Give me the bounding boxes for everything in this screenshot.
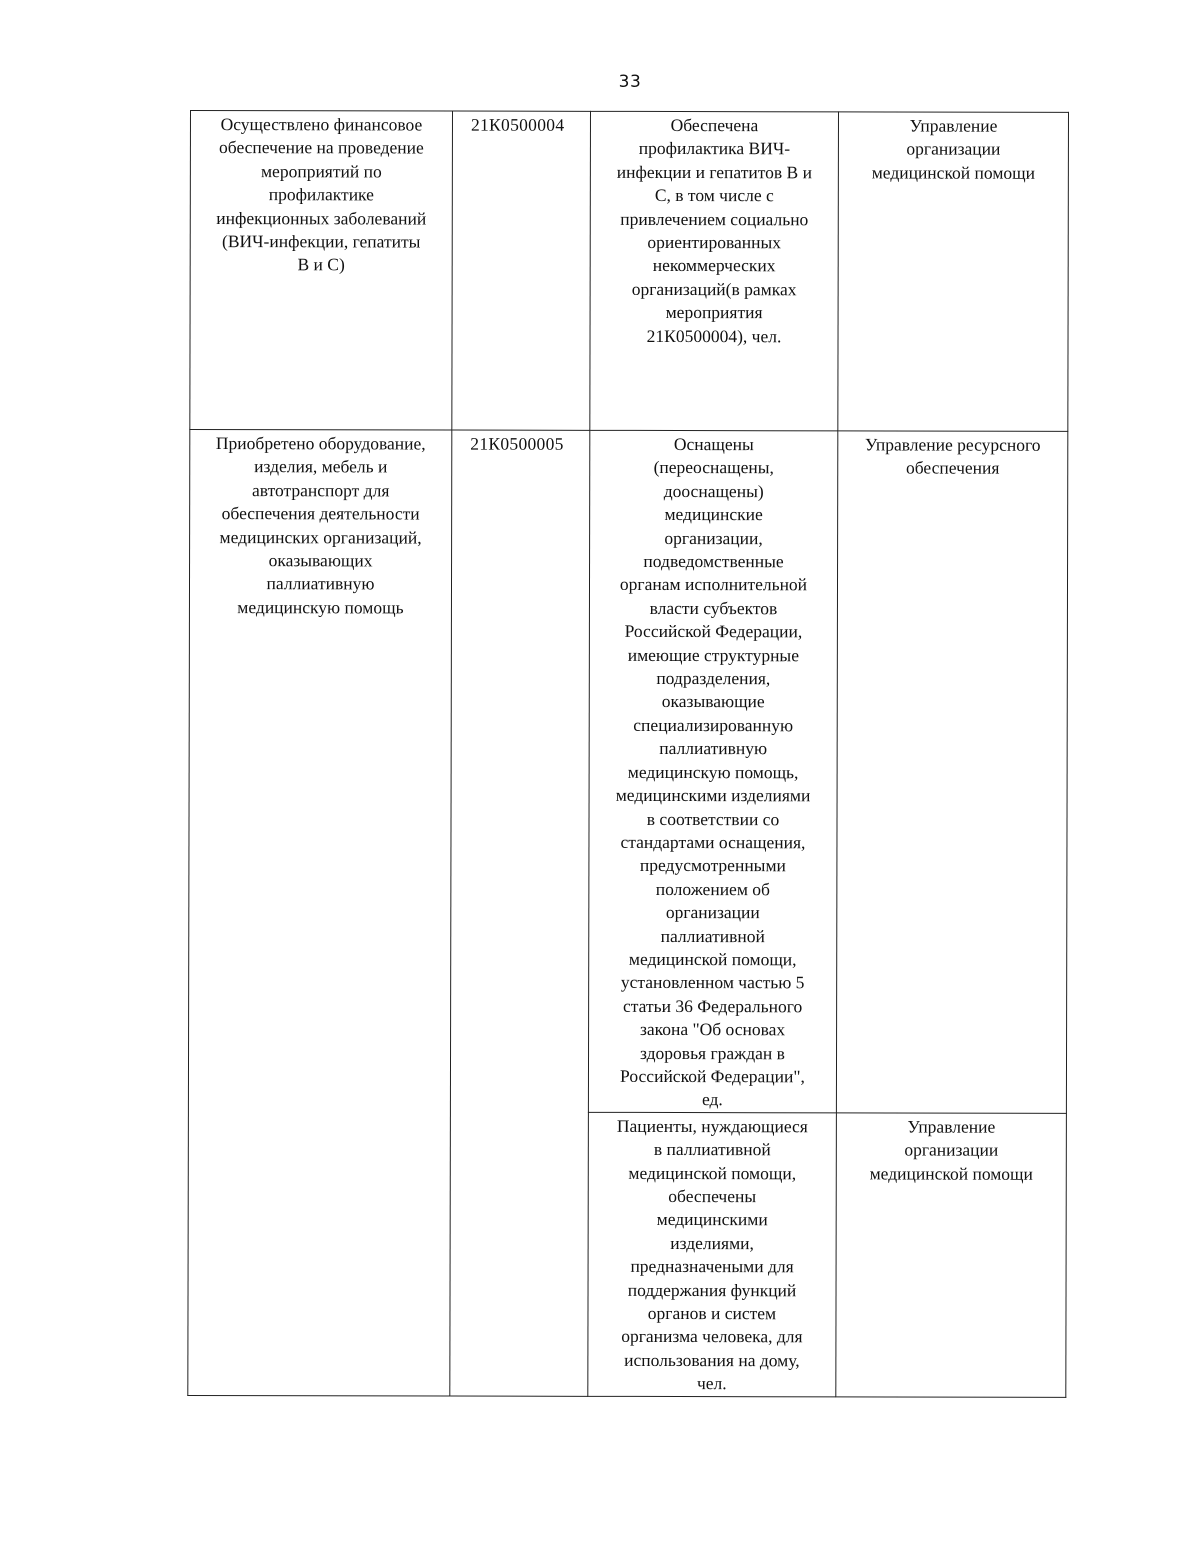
code-cell: 21К0500004 — [452, 111, 591, 430]
result-cell: Пациенты, нуждающиеся в паллиативной медицинской помощи, обеспечены медицинскими изделиями, предназначеными для поддержания функций органов и систем организма человека, для использования на дому, чел. — [588, 1112, 837, 1396]
measures-table — [187, 110, 1069, 1397]
task-cell: Осуществлено финансовое обеспечение на проведение мероприятий по профилактике инфекционных заболеваний (ВИЧ-инфекции, гепатиты В и С) — [190, 111, 453, 431]
code-cell: 21К0500005 — [450, 430, 590, 1396]
result-cell: Оснащены (переоснащены, дооснащены) медицинские организации, подведомственные органам исполнительной власти субъектов Российской Федерации, имеющие структурные подразделения, оказывающие специализированную паллиативную медицинскую помощь, медицинскими изделиями в соответствии со стандартами оснащения, предусмотренными положением об организации паллиативной медицинской помощи, установленном частью 5 статьи 36 Федерального закона "Об основах здоровья граждан в Российской Федерации", ед. — [588, 430, 837, 1112]
result-cell: Обеспечена профилактика ВИЧ- инфекции и гепатитов В и С, в том числе с привлечением социально ориентированных некоммерческих организаций(в рамках мероприятия 21К0500004), чел. — [590, 111, 839, 431]
responsible-cell: Управление организации медицинской помощи — [838, 112, 1069, 431]
task-cell: Приобретено оборудование, изделия, мебель и автотранспорт для обеспечения деятельности медицинских организаций, оказывающих паллиативную медицинскую помощь — [188, 430, 452, 1396]
table-row — [188, 430, 1067, 1114]
responsible-cell: Управление ресурсного обеспечения — [836, 431, 1067, 1113]
table-row — [190, 111, 1069, 432]
responsible-cell: Управление организации медицинской помощи — [836, 1113, 1067, 1397]
page-number: 33 — [618, 72, 642, 92]
